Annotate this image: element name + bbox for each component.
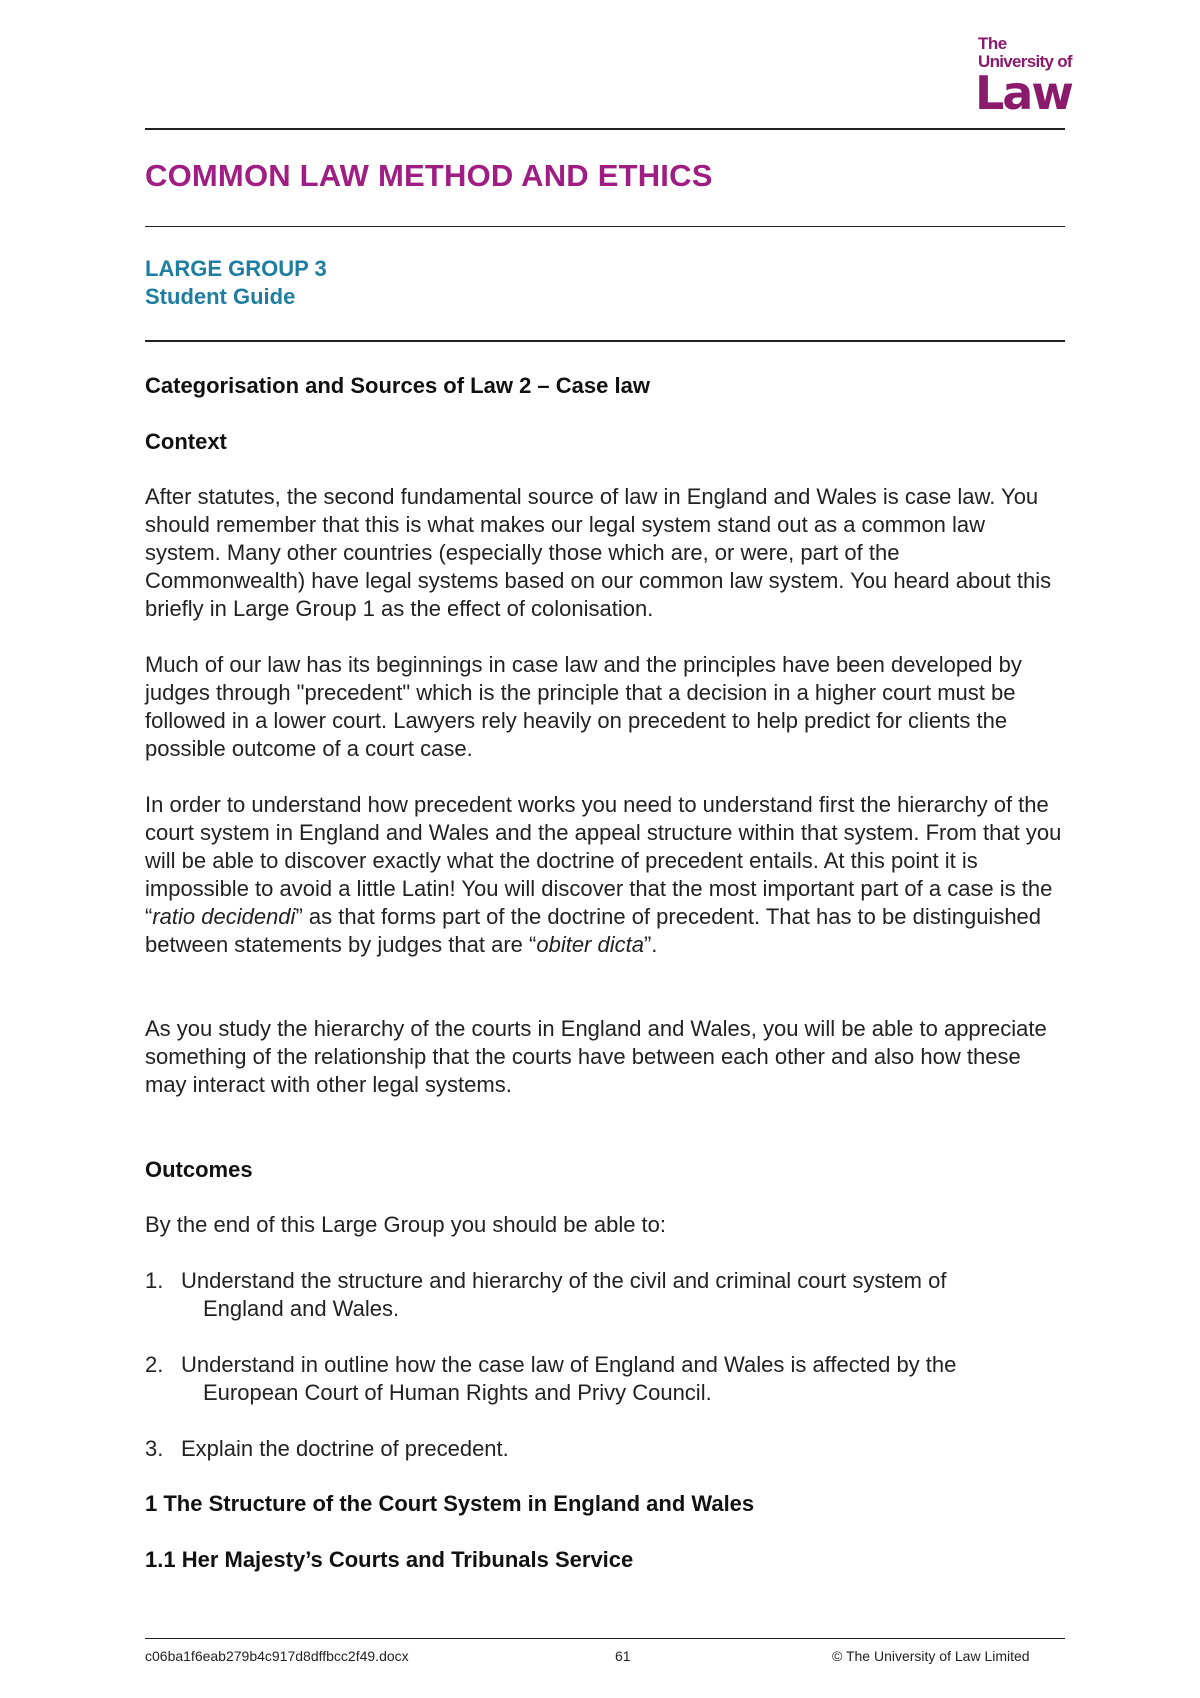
context-p3-text-c: ”. [643, 932, 658, 957]
context-heading: Context [145, 429, 227, 454]
heading-court-structure: 1 The Structure of the Court System in England and Wales [145, 1491, 755, 1516]
section-title: Categorisation and Sources of Law 2 – Case law [145, 373, 650, 398]
outcome-text [181, 1351, 1065, 1407]
university-of-law-logo [972, 32, 1072, 120]
title-divider [145, 226, 1065, 227]
footer-copyright: © The University of Law Limited [832, 1648, 1030, 1664]
outcome-text-line: England and Wales. [203, 1296, 400, 1321]
outcome-text-line: Understand the structure and hierarchy of the civil and criminal court system of [181, 1268, 947, 1293]
outcome-text-line: European Court of Human Rights and Privy Council. [203, 1380, 712, 1405]
session-label: LARGE GROUP 3 [145, 256, 327, 281]
footer-page-number: 61 [615, 1648, 631, 1664]
context-paragraph-3 [145, 791, 1065, 959]
guide-label: Student Guide [145, 284, 296, 309]
footer-filename: c06ba1f6eab279b4c917d8dffbcc2f49.docx [145, 1648, 409, 1664]
context-paragraph-1: After statutes, the second fundamental source of law in England and Wales is case law. You should remember that this is what makes our legal system stand out as a common law system. Many other countries (especially those which are, or were, part of the Commonwealth) have legal systems based on our common law system. You heard about this briefly in Large Group 1 as the effect of colonisation. [145, 484, 1052, 621]
outcomes-intro: By the end of this Large Group you should be able to: [145, 1212, 667, 1237]
logo-line-law: Law [975, 66, 1072, 120]
context-p3-text-a: In order to understand how precedent works you need to understand first the hierarchy of the court system in England and Wales and the appeal structure within that system. From that you will be able to discover exactly what the doctrine of precedent entails. At this point it is impossible to avoid a little Latin! You will discover that the most important part of a case is the “ [145, 792, 1062, 929]
outcome-number: 3. [145, 1436, 164, 1461]
outcome-text-line: Explain the doctrine of precedent. [181, 1436, 509, 1461]
heading-hmcts: 1.1 Her Majesty’s Courts and Tribunals Service [145, 1547, 634, 1572]
context-paragraph-4: As you study the hierarchy of the courts in England and Wales, you will be able to appreciate something of the relationship that the courts have between each other and also how these may interact with other legal systems. [145, 1016, 1047, 1097]
context-p3-text-b: ” as that forms part of the doctrine of precedent. That has to be distinguished between statements by judges that are “ [145, 904, 1042, 957]
section-divider [145, 340, 1065, 342]
footer-divider [145, 1638, 1065, 1639]
logo-line-the: The [978, 34, 1007, 53]
outcome-text [181, 1435, 1065, 1463]
context-paragraph-2: Much of our law has its beginnings in case law and the principles have been developed by judges through "precedent" which is the principle that a decision in a higher court must be followed in a lower court. Lawyers rely heavily on precedent to help predict for clients the possible outcome of a court case. [145, 652, 1022, 761]
ratio-decidendi-term: ratio decidendi [152, 904, 296, 929]
outcomes-heading: Outcomes [145, 1157, 253, 1182]
header-divider [145, 128, 1065, 130]
logo-line-university: University of [978, 52, 1072, 71]
obiter-dicta-term: obiter dicta [536, 932, 644, 957]
page-title: COMMON LAW METHOD AND ETHICS [145, 158, 713, 193]
outcome-text [181, 1267, 1065, 1323]
outcome-number: 1. [145, 1268, 164, 1293]
outcome-text-line: Understand in outline how the case law of England and Wales is affected by the [181, 1352, 957, 1377]
outcome-number: 2. [145, 1352, 164, 1377]
